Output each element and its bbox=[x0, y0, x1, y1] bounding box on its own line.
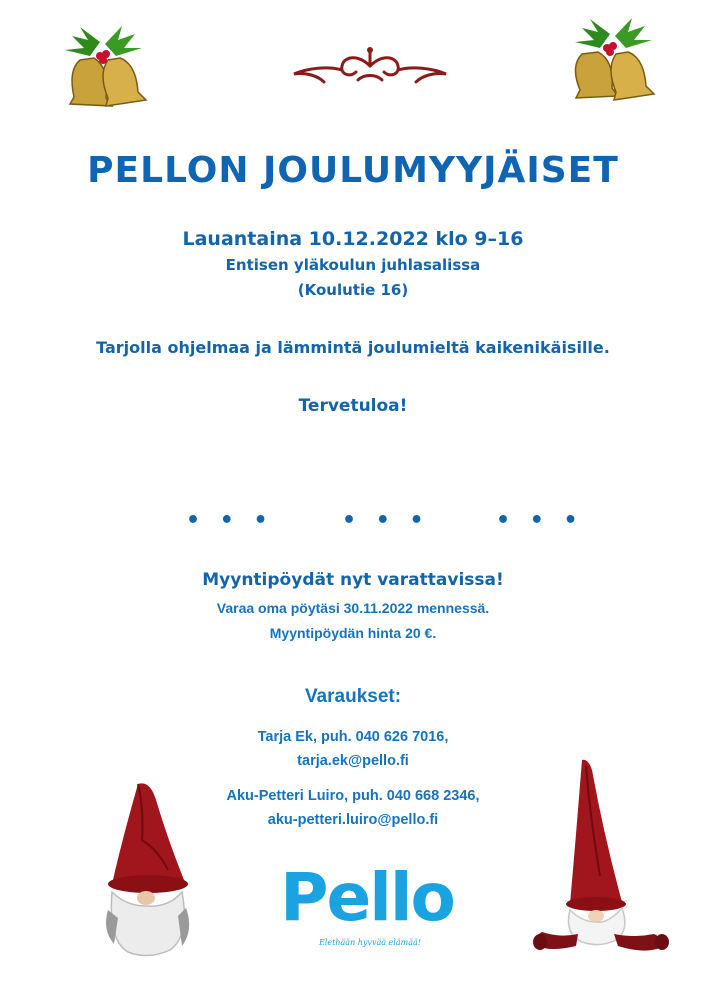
event-date: Lauantaina 10.12.2022 klo 9–16 bbox=[182, 228, 524, 250]
christmas-bells-right-icon bbox=[560, 14, 670, 109]
contact1-phone: Tarja Ek, puh. 040 626 7016, bbox=[257, 729, 449, 745]
sales-deadline: Varaa oma pöytäsi 30.11.2022 mennessä. bbox=[216, 600, 490, 616]
contact2-phone: Aku-Petteri Luiro, puh. 040 668 2346, bbox=[226, 788, 480, 804]
pello-slogan: Elethään hyvvää elämää! bbox=[319, 938, 421, 947]
sales-heading: Myyntipöydät nyt varattavissa! bbox=[202, 570, 504, 590]
gnome-right-icon bbox=[530, 756, 680, 966]
pello-logo: Pello bbox=[280, 859, 454, 936]
offer-text: Tarjolla ohjelmaa ja lämmintä joulumieltä kaikenikäisille. bbox=[96, 338, 610, 357]
sales-price: Myyntipöydän hinta 20 €. bbox=[269, 625, 437, 641]
contact2-email[interactable]: aku-petteri.luiro@pello.fi bbox=[267, 812, 439, 828]
page-title: PELLON JOULUMYYJÄISET bbox=[87, 150, 619, 191]
christmas-bells-left-icon bbox=[50, 22, 160, 117]
event-venue: Entisen yläkoulun juhlasalissa bbox=[225, 256, 481, 274]
separator-dots-middle: • • • bbox=[342, 508, 430, 533]
event-address: (Koulutie 16) bbox=[297, 281, 409, 299]
separator-dots-left: • • • bbox=[186, 508, 274, 533]
welcome-text: Tervetuloa! bbox=[298, 396, 408, 416]
separator-dots-right: • • • bbox=[496, 508, 584, 533]
contact1-email[interactable]: tarja.ek@pello.fi bbox=[297, 753, 409, 769]
gnome-left-icon bbox=[98, 780, 198, 960]
reservations-heading: Varaukset: bbox=[304, 686, 402, 707]
ornament-flourish-icon bbox=[288, 44, 452, 90]
